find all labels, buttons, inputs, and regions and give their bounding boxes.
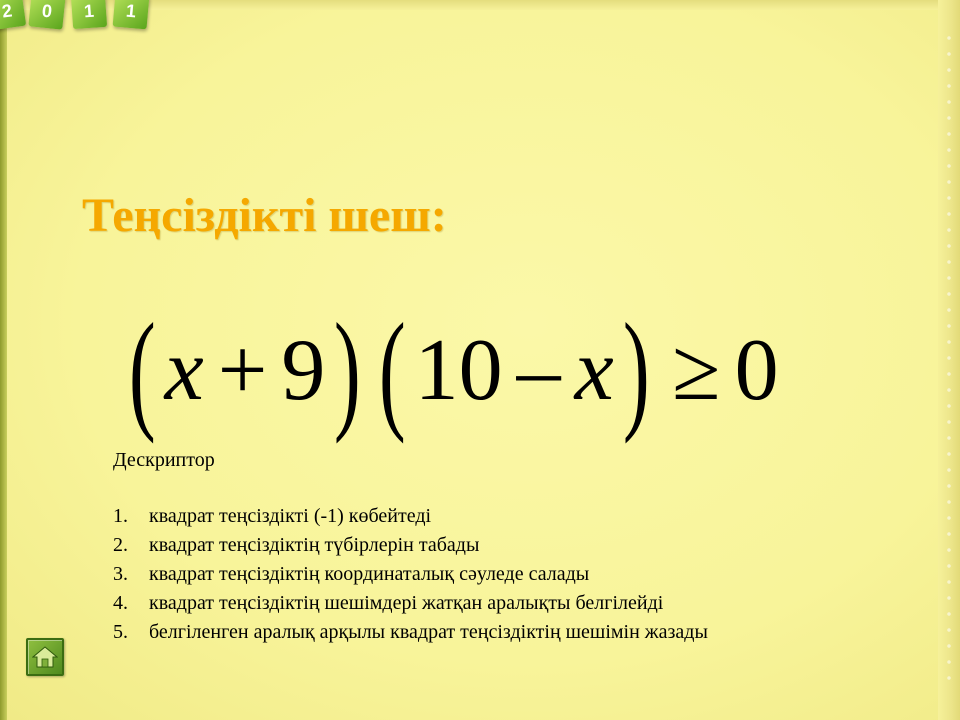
slide-title: Теңсіздікті шеш: [82, 189, 447, 242]
greater-equal-operator: ≥ [672, 321, 721, 419]
home-icon [32, 645, 58, 669]
cube: 1 [113, 0, 150, 29]
cube: 2 [0, 0, 26, 30]
variable-x: x [574, 321, 614, 419]
item-text: квадрат теңсіздіктің түбірлерін табады [149, 534, 480, 556]
list-item [113, 621, 708, 650]
right-paren: ) [622, 296, 650, 444]
item-text: белгіленген аралық арқылы квадрат теңсіздіктің шешімін жазады [149, 621, 708, 643]
item-text: квадрат теңсіздіктің координаталық сәуледе салады [149, 563, 590, 585]
minus-operator: – [516, 321, 561, 419]
number-cubes-decoration [0, 0, 170, 40]
left-frame [0, 0, 7, 720]
number-10: 10 [414, 321, 503, 419]
item-number: 5. [113, 621, 128, 643]
descriptor-list [113, 505, 708, 650]
cube: 1 [71, 0, 107, 29]
item-text: квадрат теңсіздікті (-1) көбейтеді [149, 505, 432, 527]
left-paren: ( [378, 296, 406, 444]
inequality-formula [120, 296, 779, 444]
list-item [113, 505, 708, 534]
item-number: 1. [113, 505, 128, 527]
number-9: 9 [281, 321, 326, 419]
left-paren: ( [128, 296, 156, 444]
descriptor-label: Дескриптор [113, 449, 215, 471]
list-item [113, 534, 708, 563]
variable-x: x [164, 321, 204, 419]
right-frame [938, 0, 960, 720]
item-text: квадрат теңсіздіктің шешімдері жатқан аралықты белгілейді [149, 592, 664, 614]
list-item [113, 592, 708, 621]
item-number: 4. [113, 592, 128, 614]
home-button[interactable] [26, 638, 64, 676]
list-item [113, 563, 708, 592]
item-number: 3. [113, 563, 128, 585]
plus-operator: + [217, 321, 268, 419]
cube: 0 [28, 0, 65, 30]
number-0: 0 [734, 321, 779, 419]
item-number: 2. [113, 534, 128, 556]
right-paren: ) [334, 296, 362, 444]
